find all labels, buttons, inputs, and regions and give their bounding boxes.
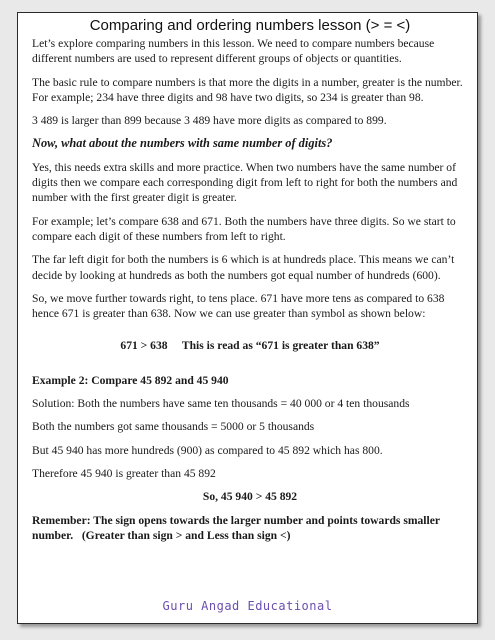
result2-statement: So, 45 940 > 45 892 — [202, 490, 298, 504]
remember-note: Remember: The sign opens towards the larger number and points towards smaller number. (Greater than sign > and Less than sign <) — [32, 513, 443, 542]
tens-paragraph: So, we move further towards right, to tens place. 671 have more tens as compared to 638 hence 671 is greater than 638. Now we can use greater than symbol as shown below: — [32, 291, 445, 321]
therefore-paragraph: Therefore 45 940 is greater than 45 892 — [32, 466, 216, 480]
page-title: Comparing and ordering numbers lesson (> = <) — [89, 17, 411, 34]
hundreds-paragraph: The far left digit for both the numbers is 6 which is at hundreds place. This means we can’t decide by looking at hundreds as both the numbers got equal number of hundreds (600). — [32, 253, 455, 282]
lesson-content — [32, 17, 468, 551]
example2-heading: Example 2: Compare 45 892 and 45 940 — [32, 373, 229, 387]
compare-paragraph: For example; let’s compare 638 and 671. Both the numbers have three digits. So we start to compare each digit of these numbers from left to right. — [32, 214, 456, 243]
practice-paragraph: Yes, this needs extra skills and more practice. When two numbers have the same number of digits then we compare each corresponding digit from left to right for both the numbers and number with the first greater digit is greater. — [32, 160, 458, 205]
thousands-paragraph: Both the numbers got same thousands = 5000 or 5 thousands — [32, 420, 315, 434]
intro-paragraph: Let’s explore comparing numbers in this lesson. We need to compare numbers because different numbers are used to represent different groups of objects or quantities. — [32, 37, 435, 66]
hundreds2-paragraph: But 45 940 has more hundreds (900) as compared to 45 892 which has 800. — [32, 443, 383, 457]
solution-paragraph: Solution: Both the numbers have same ten thousands = 40 000 or 4 ten thousands — [32, 397, 410, 411]
worksheet-page — [17, 12, 478, 624]
example-paragraph: 3 489 is larger than 899 because 3 489 have more digits as compared to 899. — [32, 114, 387, 128]
footer-brand: Guru Angad Educational — [162, 599, 333, 613]
rule-paragraph: The basic rule to compare numbers is that more the digits in a number, greater is the number. For example; 234 have three digits and 98 have two digits, so 234 is greater than 98. — [32, 75, 463, 104]
section-heading: Now, what about the numbers with same number of digits? — [32, 136, 333, 151]
result-statement: 671 > 638 This is read as “671 is greater than 638” — [120, 339, 380, 353]
